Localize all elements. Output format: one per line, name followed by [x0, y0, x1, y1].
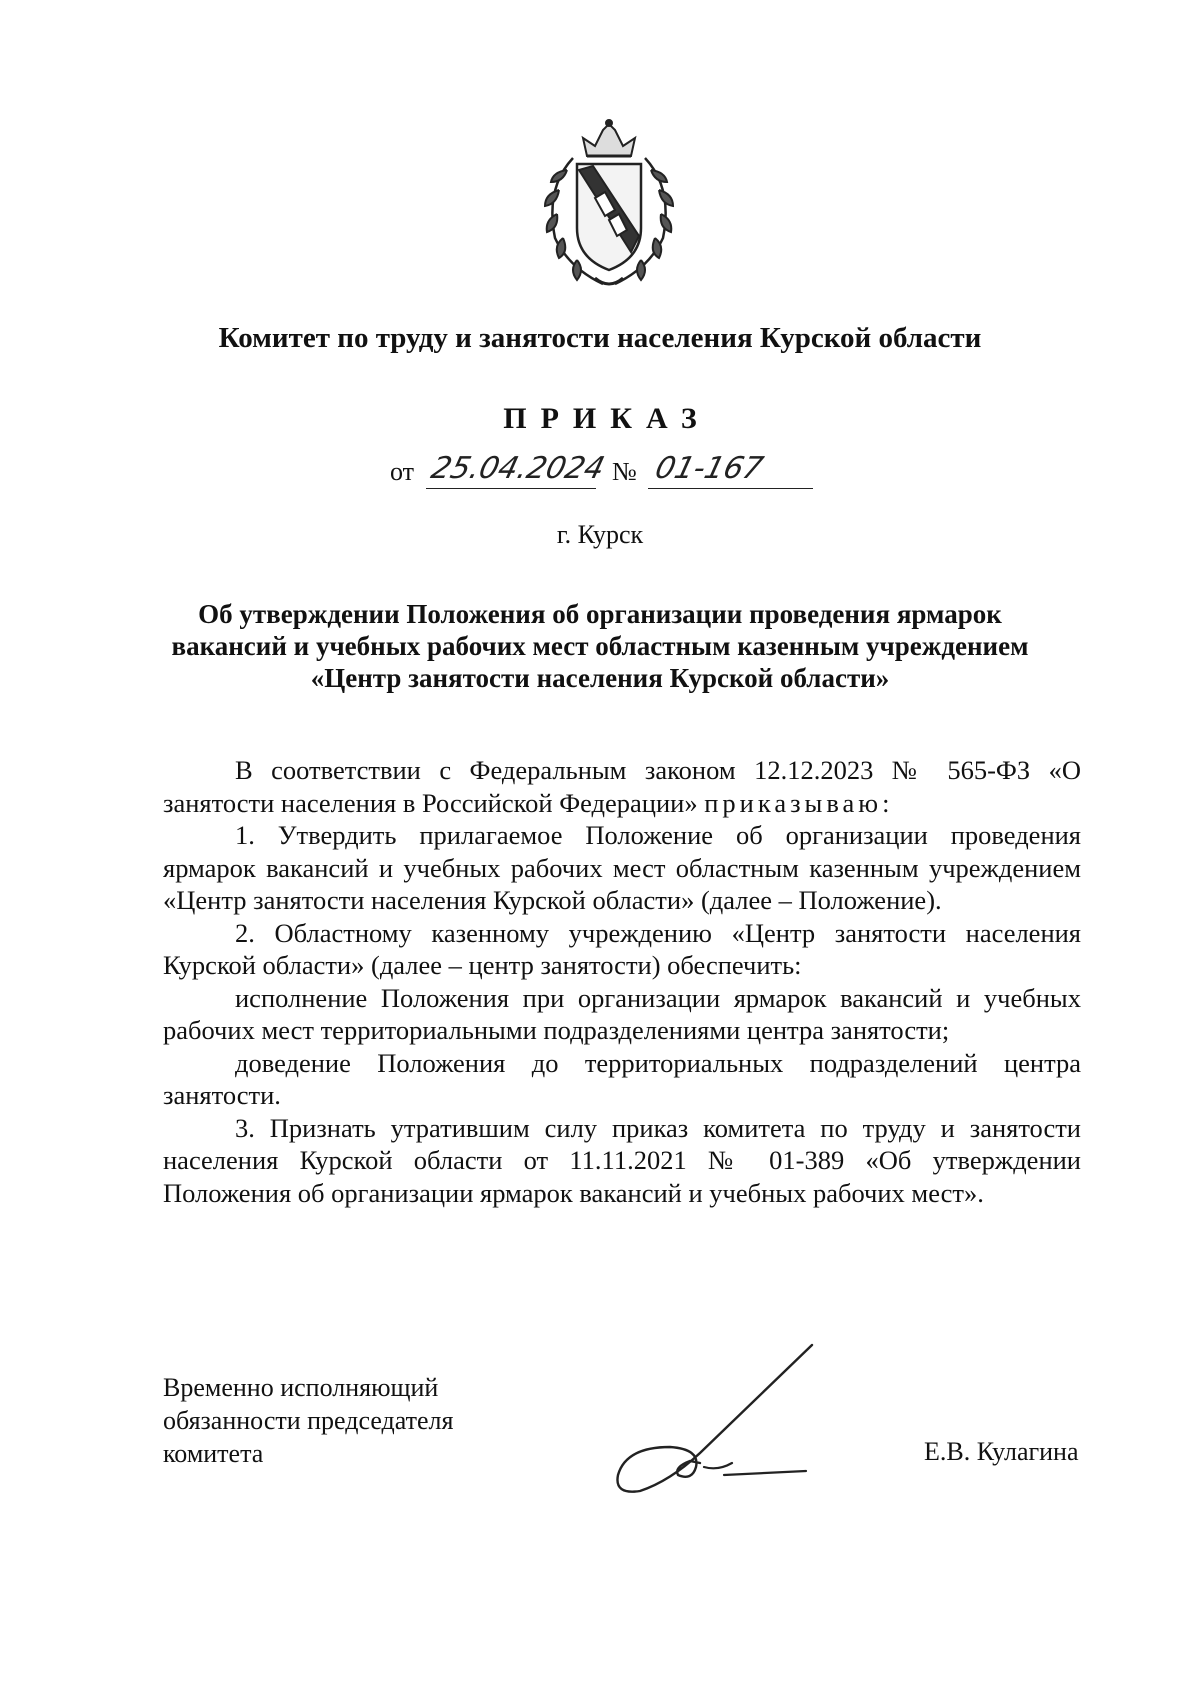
- city-name: г. Курск: [556, 520, 644, 549]
- organization-name: Комитет по труду и занятости населения Курской области: [218, 322, 982, 354]
- paragraph-3: 3. Признать утратившим силу приказ комитета по труду и занятости населения Курской области от 11.11.2021 № 01-389 «Об утверждении Положения об организации ярмарок вакансий и учебных рабочих мест».: [163, 1112, 1081, 1208]
- preamble-verb: приказываю:: [704, 787, 894, 818]
- number-underline: [648, 488, 813, 489]
- order-subject-line-3: «Центр занятости населения Курской области»: [310, 663, 890, 693]
- order-date-handwritten: 25.04.2024: [427, 451, 609, 486]
- handwritten-signature-icon: [600, 1335, 830, 1495]
- paragraph-2b: доведение Положения до территориальных подразделений центра занятости.: [163, 1047, 1081, 1110]
- order-subject-line-2: вакансий и учебных рабочих мест областным казенным учреждением: [171, 631, 1029, 661]
- paragraph-1: 1. Утвердить прилагаемое Положение об организации проведения ярмарок вакансий и учебных рабочих мест областным казенным учреждением «Центр занятости населения Курской области» (далее – Положение).: [163, 820, 1081, 915]
- order-body: [163, 754, 1081, 1209]
- signatory-name: Е.В. Кулагина: [924, 1437, 1079, 1466]
- order-subject-line-1: Об утверждении Положения об организации проведения ярмарок: [198, 599, 1002, 629]
- date-underline: [426, 488, 596, 489]
- date-label: от: [390, 457, 415, 486]
- order-subject: [0, 598, 1200, 694]
- order-number-handwritten: 01-167: [651, 451, 767, 486]
- position-line-1: Временно исполняющий: [163, 1373, 439, 1402]
- preamble-text: В соответствии с Федеральным законом 12.12.2023 № 565-ФЗ «О занятости населения в Российской Федерации»: [163, 755, 1081, 818]
- preamble-paragraph: [163, 754, 1081, 819]
- number-label: №: [612, 457, 637, 486]
- paragraph-2a: исполнение Положения при организации ярмарок вакансий и учебных рабочих мест территориальными подразделениями центра занятости;: [163, 982, 1081, 1045]
- paragraph-2: 2. Областному казенному учреждению «Центр занятости населения Курской области» (далее – центр занятости) обеспечить:: [163, 917, 1081, 980]
- position-line-2: обязанности председателя: [163, 1406, 454, 1435]
- coat-of-arms-icon: [525, 118, 693, 294]
- position-line-3: комитета: [163, 1439, 264, 1468]
- signatory-position: [163, 1371, 453, 1470]
- document-type-title: ПРИКАЗ: [503, 402, 711, 435]
